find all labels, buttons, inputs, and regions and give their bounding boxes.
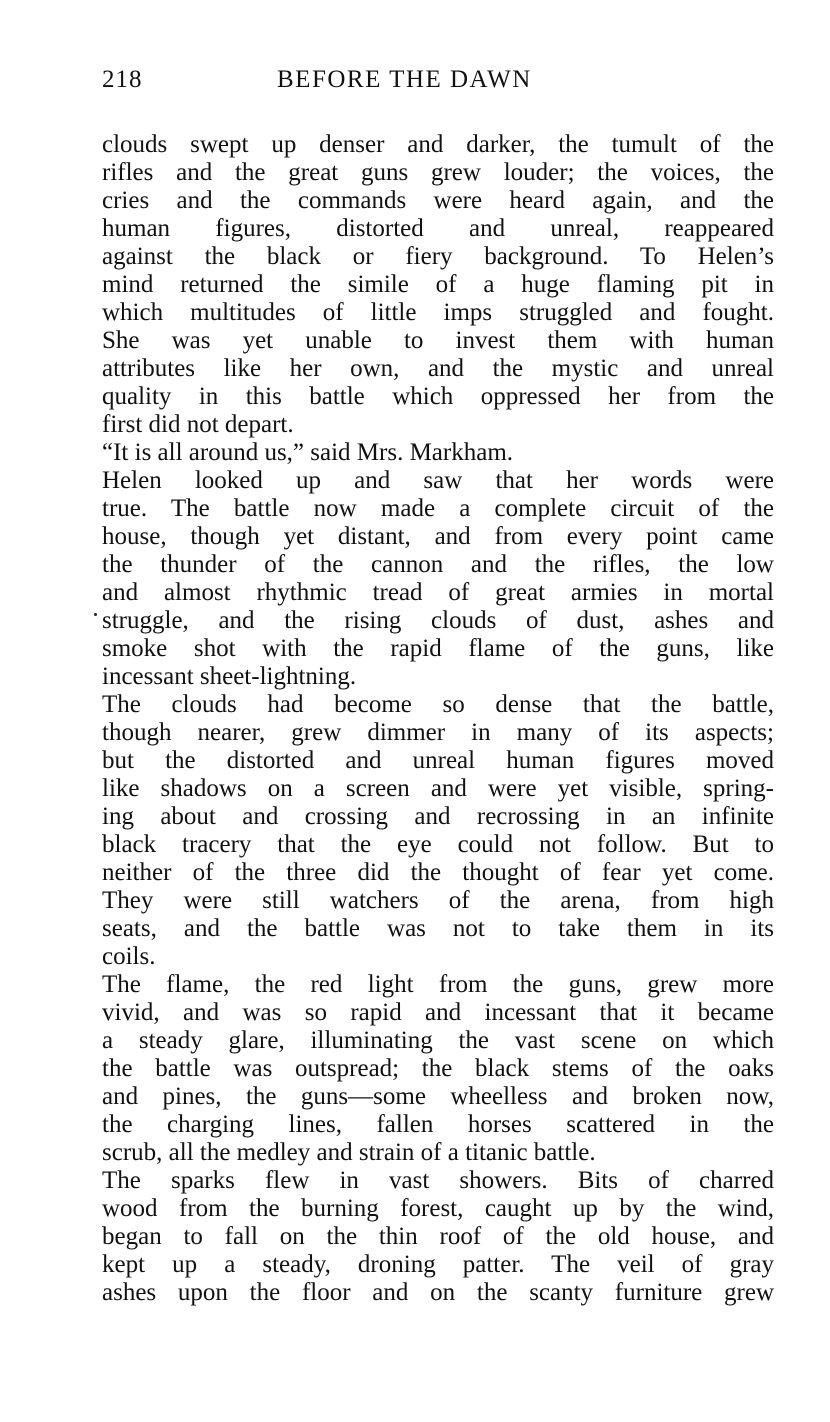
text-line: a steady glare, illuminating the vast scene on which <box>102 1027 774 1054</box>
running-head <box>102 66 774 100</box>
text-line: Helen looked up and saw that her words were <box>102 467 774 494</box>
text-line: “It is all around us,” said Mrs. Markham. <box>102 439 514 466</box>
running-title: BEFORE THE DAWN <box>277 66 532 93</box>
text-line: kept up a steady, droning patter. The veil of gray <box>102 1251 774 1278</box>
text-line: The sparks flew in vast showers. Bits of charred <box>102 1167 774 1194</box>
text-line: They were still watchers of the arena, from high <box>102 887 774 914</box>
text-line: attributes like her own, and the mystic and unreal <box>102 355 774 382</box>
text-line: clouds swept up denser and darker, the tumult of the <box>102 131 774 158</box>
text-line: black tracery that the eye could not follow. But to <box>102 831 774 858</box>
text-line: mind returned the simile of a huge flaming pit in <box>102 271 774 298</box>
text-line: first did not depart. <box>102 411 294 438</box>
text-line: rifles and the great guns grew louder; the voices, the <box>102 159 774 186</box>
text-line: began to fall on the thin roof of the old house, and <box>102 1223 774 1250</box>
margin-mark <box>94 613 97 616</box>
text-line: incessant sheet-lightning. <box>102 663 357 690</box>
text-line: human figures, distorted and unreal, reappeared <box>102 215 774 242</box>
text-line: ashes upon the floor and on the scanty furniture grew <box>102 1279 774 1306</box>
text-line: scrub, all the medley and strain of a titanic battle. <box>102 1139 596 1166</box>
text-line: wood from the burning forest, caught up by the wind, <box>102 1195 774 1222</box>
text-line: but the distorted and unreal human figures moved <box>102 747 774 774</box>
text-line: The flame, the red light from the guns, grew more <box>102 971 774 998</box>
text-line: ing about and crossing and recrossing in an infinite <box>102 803 774 830</box>
text-line: coils. <box>102 943 156 970</box>
text-line: cries and the commands were heard again, and the <box>102 187 774 214</box>
text-line: The clouds had become so dense that the battle, <box>102 691 774 718</box>
text-line: She was yet unable to invest them with human <box>102 327 774 354</box>
page-number: 218 <box>102 66 143 93</box>
text-line: which multitudes of little imps struggled and fought. <box>102 299 774 326</box>
text-line: the charging lines, fallen horses scattered in the <box>102 1111 774 1138</box>
text-line: and almost rhythmic tread of great armies in mortal <box>102 579 774 606</box>
text-line: like shadows on a screen and were yet visible, spring- <box>102 775 774 802</box>
text-line: quality in this battle which oppressed her from the <box>102 383 774 410</box>
text-line: house, though yet distant, and from every point came <box>102 523 774 550</box>
text-line: neither of the three did the thought of fear yet come. <box>102 859 774 886</box>
text-line: struggle, and the rising clouds of dust, ashes and <box>102 607 774 634</box>
text-line: against the black or fiery background. To Helen’s <box>102 243 774 270</box>
text-line: seats, and the battle was not to take them in its <box>102 915 774 942</box>
text-line: smoke shot with the rapid flame of the guns, like <box>102 635 774 662</box>
text-line: true. The battle now made a complete circuit of the <box>102 495 774 522</box>
text-line: the battle was outspread; the black stems of the oaks <box>102 1055 774 1082</box>
body-text <box>102 131 774 1307</box>
text-line: and pines, the guns—some wheelless and broken now, <box>102 1083 774 1110</box>
text-line: vivid, and was so rapid and incessant that it became <box>102 999 774 1026</box>
text-line: though nearer, grew dimmer in many of its aspects; <box>102 719 774 746</box>
text-line: the thunder of the cannon and the rifles, the low <box>102 551 774 578</box>
